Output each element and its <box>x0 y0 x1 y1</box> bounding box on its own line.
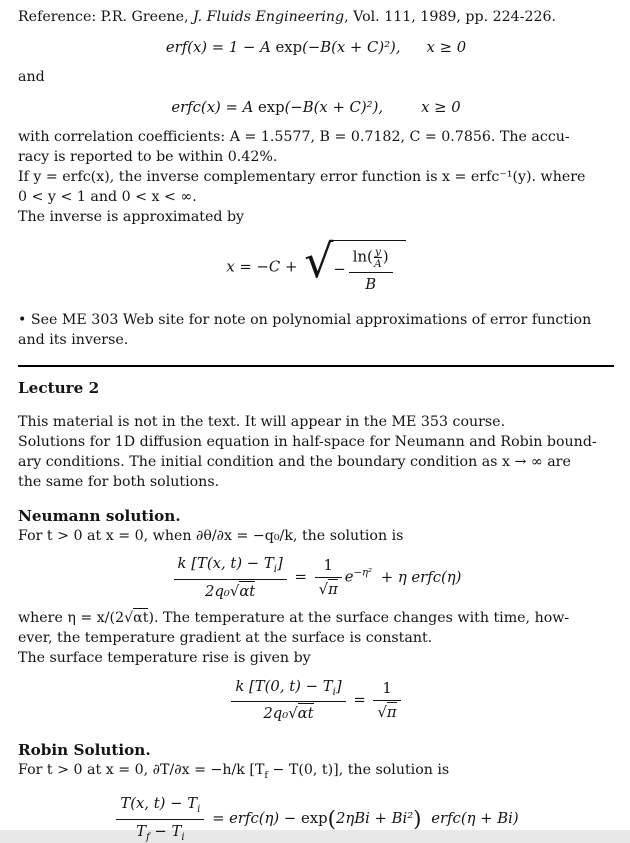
radicand: αt <box>239 582 256 600</box>
math-text: k [T(x, t) − T <box>177 555 274 573</box>
denominator <box>174 579 287 600</box>
math-text: k [T(0, t) − T <box>235 677 333 695</box>
erf-lhs: erf(x) = 1 − A <box>165 39 276 56</box>
bullet-note-line <box>18 310 614 330</box>
denominator <box>116 819 204 843</box>
math-text: T(x, t) − T <box>120 795 198 813</box>
numerator <box>349 246 393 272</box>
pi-fraction <box>315 557 342 598</box>
reference-text-post: , Vol. 111, 1989, pp. 224-226. <box>344 9 557 25</box>
lhs-fraction <box>231 678 345 723</box>
math-text: 2q₀ <box>263 705 289 723</box>
denominator <box>373 700 400 721</box>
paragraph-text: − T(0, t)], the solution is <box>267 762 450 779</box>
journal-name: J. Fluids Engineering <box>193 9 345 25</box>
robin-heading: Robin Solution. <box>18 741 151 760</box>
exp-operator: exp <box>258 99 285 116</box>
reference-text-pre: Reference: P.R. Greene, <box>18 9 194 25</box>
radical-sign: √ <box>229 582 240 600</box>
math-text: ] <box>335 677 342 695</box>
radical-sign: √ <box>318 581 329 599</box>
inverse-equation <box>18 234 614 295</box>
math-text: erfc(η + Bi) <box>426 810 519 828</box>
radical-body <box>330 240 405 295</box>
close-paren: ) <box>382 248 389 266</box>
math-text: − T <box>149 822 182 840</box>
erf-condition: x ≥ 0 <box>426 39 467 56</box>
lhs-fraction <box>174 555 287 600</box>
connector-word: and <box>18 69 45 85</box>
inverse-lhs: x = −C + <box>226 258 303 276</box>
paragraph-text: For t > 0 at x = 0, ∂T/∂x = −h/k [T <box>18 762 265 779</box>
radical-sign: √ <box>288 705 298 723</box>
numerator <box>174 555 287 579</box>
math-text: ] <box>277 555 283 573</box>
math-text: 2ηBi + Bi² <box>335 810 414 828</box>
exp-operator: exp <box>275 39 303 56</box>
pi-fraction <box>373 680 400 721</box>
paragraph-line: ever, the temperature gradient at the surface is constant. <box>18 629 433 646</box>
radicand: αt <box>133 609 149 626</box>
paragraph-text: where η = x/(2√ <box>18 609 134 626</box>
paragraph-line: with correlation coefficients: A = 1.5577, B = 0.7182, C = 0.7856. The accu- <box>18 129 570 145</box>
numerator <box>116 795 204 819</box>
paragraph-line: racy is reported to be within 0.42%. <box>18 149 278 165</box>
radicand: αt <box>297 705 314 723</box>
neumann-heading: Neumann solution. <box>18 507 181 526</box>
small-numerator: y <box>374 245 381 258</box>
radical-sign: √ <box>377 703 387 721</box>
subscript-f: f <box>264 770 268 782</box>
paragraph-line: This material is not in the text. It will appear in the ME 353 course. <box>18 414 506 431</box>
numerator: 1 <box>323 557 333 575</box>
neumann-equation <box>18 555 614 600</box>
math-text: 2q₀ <box>205 582 230 600</box>
paragraph-line: the same for both solutions. <box>18 474 220 491</box>
paragraph-line: 0 < y < 1 and 0 < x < ∞. <box>18 189 197 205</box>
lecture-2-heading: Lecture 2 <box>18 379 100 398</box>
denominator: B <box>349 272 393 293</box>
paragraph-line: If y = erfc(x), the inverse complementary error function is x = erfc⁻¹(y). where <box>18 169 586 185</box>
exponent: −η² <box>353 567 373 579</box>
erf-equation <box>18 38 614 58</box>
open-paren: ( <box>327 807 336 833</box>
radicand: π <box>386 703 397 721</box>
reference-line <box>18 7 614 27</box>
math-text: = erfc(η) − <box>212 810 301 828</box>
exp-operator: exp <box>300 810 328 828</box>
ln-operator: ln( <box>352 248 373 266</box>
small-fraction <box>374 246 382 269</box>
paragraph-line: The surface temperature rise is given by <box>18 649 311 666</box>
erfc-rhs: (−B(x + C)²), <box>284 99 384 116</box>
radicand: π <box>328 581 338 599</box>
bullet-note-text: See ME 303 Web site for note on polynomial approximations of error function <box>26 312 592 329</box>
neumann-intro-line: For t > 0 at x = 0, when ∂θ/∂x = −q₀/k, the solution is <box>18 528 404 545</box>
robin-equation <box>18 795 614 843</box>
paragraph-line <box>18 608 614 628</box>
fraction <box>349 246 393 293</box>
erfc-condition: x ≥ 0 <box>421 99 461 116</box>
math-text: + η erfc(η) <box>380 568 462 586</box>
square-root <box>304 234 406 295</box>
numerator: 1 <box>382 679 392 697</box>
equals-sign: = <box>353 691 366 709</box>
close-paren: ) <box>413 807 422 833</box>
erf-rhs: (−B(x + C)²), <box>302 39 401 56</box>
bullet-marker: • <box>18 312 27 329</box>
robin-intro-line <box>18 760 614 786</box>
radical-sign: √ <box>304 234 334 288</box>
bullet-note-line: and its inverse. <box>18 332 129 349</box>
paragraph-line: The inverse is approximated by <box>18 209 245 225</box>
subscript-f: f <box>145 831 150 843</box>
surface-temperature-equation <box>18 678 614 723</box>
erfc-equation <box>18 98 614 118</box>
paragraph-text: ). The temperature at the surface changes with time, how- <box>148 609 570 626</box>
equals-sign: = <box>294 568 307 586</box>
subscript-i: i <box>273 564 277 576</box>
subscript-i: i <box>181 831 185 843</box>
paragraph-line: Solutions for 1D diffusion equation in half-space for Neumann and Robin bound- <box>18 434 597 451</box>
euler-e: e <box>344 568 354 586</box>
denominator <box>315 577 342 598</box>
paragraph-line: ary conditions. The initial condition and the boundary condition as x → ∞ are <box>18 454 571 471</box>
minus-sign: − <box>333 260 346 278</box>
erfc-lhs: erfc(x) = A <box>171 99 259 116</box>
subscript-i: i <box>332 686 336 698</box>
lhs-fraction <box>116 795 204 843</box>
subscript-i: i <box>197 804 201 816</box>
numerator <box>231 678 345 702</box>
denominator <box>231 701 345 722</box>
small-denominator: A <box>373 257 382 271</box>
section-divider <box>18 365 614 367</box>
math-text: T <box>136 822 146 840</box>
